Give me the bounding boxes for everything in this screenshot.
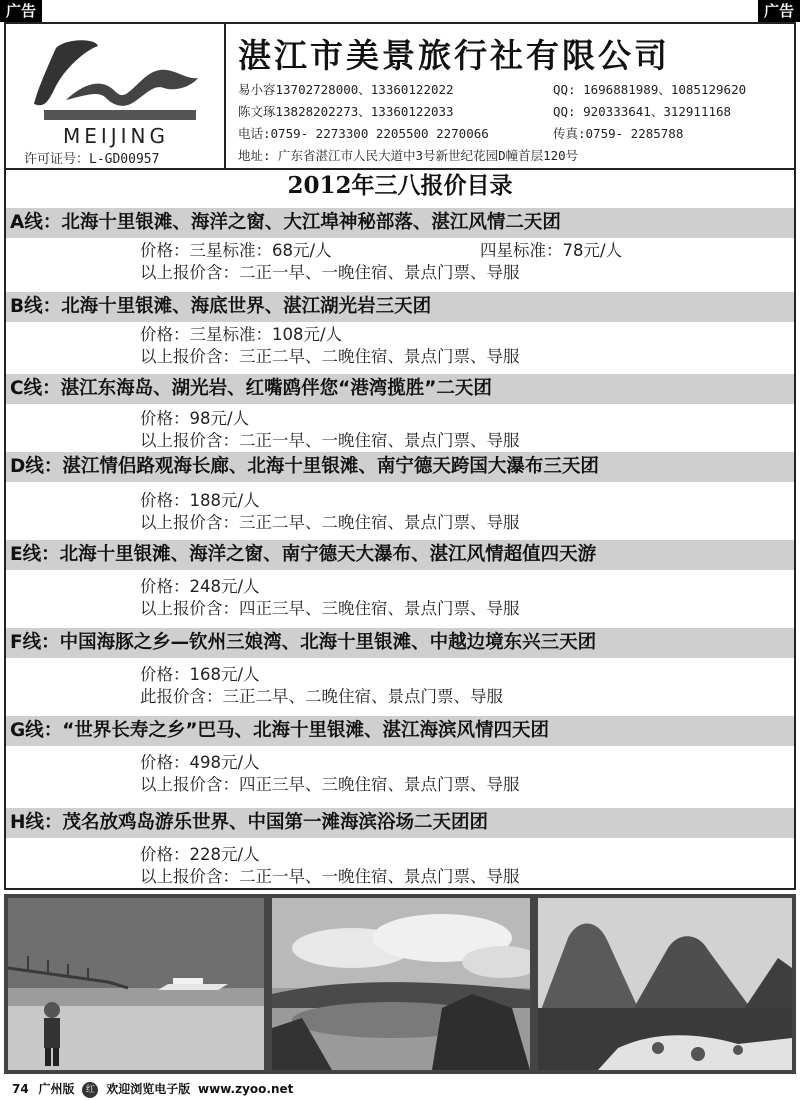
- route-code: H线: [10, 812, 44, 833]
- route-includes: 此报价含：三正二早、二晚住宿、景点门票、导服: [140, 687, 503, 706]
- logo-wordmark: MEIJING: [62, 124, 170, 148]
- route-price: 价格：98元/人: [140, 409, 250, 428]
- route-price: 价格：248元/人: [140, 577, 260, 596]
- page-number: 74: [12, 1082, 29, 1096]
- company-header: [6, 24, 794, 170]
- route-colon: ：: [42, 378, 61, 399]
- route-title: 茂名放鸡岛游乐世界、中国第一滩海滨浴场二天团团: [62, 812, 489, 833]
- route-title: 湛江东海岛、湖光岩、红嘴鸥伴您“港湾揽胜”二天团: [60, 378, 492, 399]
- route-colon: ：: [42, 212, 62, 233]
- footer-slogan: 欢迎浏览电子版: [106, 1082, 191, 1096]
- route-includes: 以上报价含：二正一早、一晚住宿、景点门票、导服: [140, 867, 520, 886]
- route-includes: 以上报价含：四正三早、三晚住宿、景点门票、导服: [140, 599, 520, 618]
- route-colon: ：: [43, 720, 63, 741]
- route-price: 价格：498元/人: [140, 753, 260, 772]
- route-price-text: 价格：三星标准：68元/人: [140, 241, 332, 260]
- contact-line: [238, 146, 578, 164]
- route-header-a: [6, 208, 794, 238]
- route-code: A线: [10, 212, 43, 233]
- route-colon: ：: [43, 812, 63, 833]
- route-header-f: [6, 628, 794, 658]
- ad-label-left: 广告: [0, 0, 42, 22]
- route-colon: ：: [43, 456, 63, 477]
- route-price: 价格：三星标准：108元/人: [140, 325, 343, 344]
- route-price: [140, 240, 623, 262]
- advertisement-frame: [4, 22, 796, 890]
- photo-mountain-stream: [538, 898, 792, 1070]
- contact-telephone: 电话:0759- 2273300 2205500 2270066: [238, 126, 489, 141]
- route-header-b: [6, 292, 794, 322]
- route-includes: 以上报价含：二正一早、一晚住宿、景点门票、导服: [140, 263, 520, 282]
- route-includes: 以上报价含：三正二早、二晚住宿、景点门票、导服: [140, 513, 520, 532]
- photo-lake-clouds: [272, 898, 530, 1070]
- route-header-e: [6, 540, 794, 570]
- route-title: 北海十里银滩、海洋之窗、大江埠神秘部落、湛江风情二天团: [61, 212, 561, 233]
- contact-phone: 易小容13702728000、13360122022: [238, 82, 454, 97]
- footer-url[interactable]: www.zyoo.net: [198, 1082, 294, 1096]
- route-colon: ：: [42, 296, 62, 317]
- route-code: C线: [10, 378, 43, 399]
- ad-label-right: 广告: [758, 0, 800, 22]
- route-price: 价格：168元/人: [140, 665, 260, 684]
- contact-qq: QQ: 920333641、312911168: [553, 104, 732, 119]
- route-code: D线: [10, 456, 44, 477]
- route-title: “世界长寿之乡”巴马、北海十里银滩、湛江海滨风情四天团: [62, 720, 550, 741]
- page-footer: [0, 1078, 800, 1100]
- red-badge-icon: 红: [82, 1082, 98, 1098]
- route-includes: 以上报价含：四正三早、三晚住宿、景点门票、导服: [140, 775, 520, 794]
- edition-label: 广州版: [38, 1082, 75, 1096]
- contact-fax: 传真:0759- 2285788: [553, 126, 684, 141]
- route-title: 湛江情侣路观海长廊、北海十里银滩、南宁德天跨国大瀑布三天团: [62, 456, 599, 477]
- route-includes: 以上报价含：二正一早、一晚住宿、景点门票、导服: [140, 431, 520, 450]
- contact-address: 地址: 广东省湛江市人民大道中3号新世纪花园D幢首层120号: [238, 148, 579, 163]
- contact-line: [238, 102, 732, 120]
- license-number: 许可证号：L-GD00957: [24, 152, 160, 167]
- route-code: F线: [10, 632, 42, 653]
- route-includes: 以上报价含：三正二早、二晚住宿、景点门票、导服: [140, 347, 520, 366]
- catalog-title: 2012年三八报价目录: [287, 172, 513, 199]
- photo-bridge-beach: [8, 898, 264, 1070]
- route-colon: ：: [41, 632, 60, 653]
- route-title: 北海十里银滩、海底世界、湛江湖光岩三天团: [61, 296, 432, 317]
- route-header-h: [6, 808, 794, 838]
- company-name: 湛江市美景旅行社有限公司: [238, 36, 670, 75]
- route-title: 中国海豚之乡—钦州三娘湾、北海十里银滩、中越边境东兴三天团: [59, 632, 597, 653]
- route-code: G线: [10, 720, 44, 741]
- meijing-logo-icon: [26, 28, 206, 128]
- logo-box: [6, 24, 226, 170]
- route-colon: ：: [41, 544, 60, 565]
- route-header-c: [6, 374, 794, 404]
- contact-phone: 陈文琢13828202273、13360122033: [238, 104, 454, 119]
- route-price: 价格：228元/人: [140, 845, 260, 864]
- route-header-g: [6, 716, 794, 746]
- contact-line: [238, 80, 747, 98]
- route-header-d: [6, 452, 794, 482]
- route-code: B线: [10, 296, 43, 317]
- route-code: E线: [10, 544, 42, 565]
- contact-line: [238, 124, 684, 142]
- contact-qq: QQ: 1696881989、1085129620: [553, 82, 747, 97]
- route-price: 价格：188元/人: [140, 491, 260, 510]
- route-price-secondary: 四星标准：78元/人: [480, 241, 623, 260]
- route-title: 北海十里银滩、海洋之窗、南宁德天大瀑布、湛江风情超值四天游: [59, 544, 597, 565]
- photo-strip: [4, 894, 796, 1074]
